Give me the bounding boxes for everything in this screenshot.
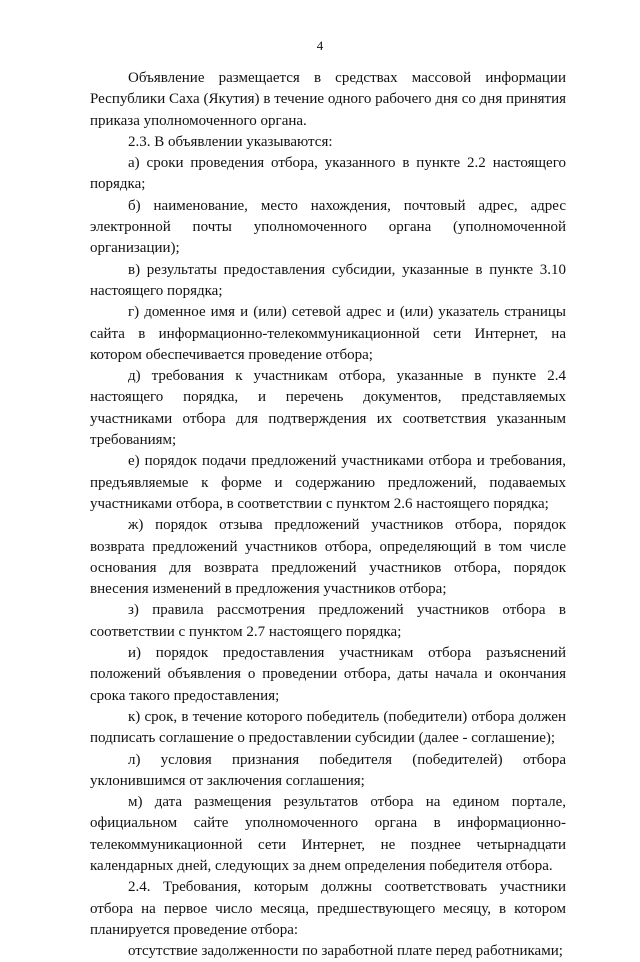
paragraph-item-e: е) порядок подачи предложений участниками отбора и требования, предъявляемые к форме и содержанию предложений, подаваемых участниками отбора, в соответствии с пунктом 2.6 настоящего порядка; [90, 453, 566, 512]
paragraph-2-4-requirements: 2.4. Требования, которым должны соответствовать участники отбора на первое число месяца, предшествующего месяцу, в котором планируется проведение отбора: [90, 879, 566, 938]
paragraph-item-a: а) сроки проведения отбора, указанного в пункте 2.2 настоящего порядка; [90, 155, 566, 193]
paragraph-item-l: л) условия признания победителя (победителей) отбора уклонившимся от заключения соглашения; [90, 751, 566, 789]
paragraph-item-z: з) правила рассмотрения предложений участников отбора в соответствии с пунктом 2.7 настоящего порядка; [90, 602, 566, 640]
paragraph-item-zh: ж) порядок отзыва предложений участников отбора, порядок возврата предложений участников отбора, определяющий в том числе основания для возврата предложений участников отбора, порядок внесения изменений в предложения участников отбора; [90, 517, 566, 598]
paragraph-2-3-heading: 2.3. В объявлении указываются: [128, 133, 333, 150]
paragraph-item-m: м) дата размещения результатов отбора на едином портале, официальном сайте уполномоченного органа в информационно-телекоммуникационной сети Интернет, не позднее четырнадцати календарных дней, следующих за днем определения победителя отбора. [90, 794, 566, 874]
paragraph-item-k: к) срок, в течение которого победитель (победители) отбора должен подписать соглашение о предоставлении субсидии (далее - соглашение); [90, 708, 566, 747]
paragraph-item-d: д) требования к участникам отбора, указанные в пункте 2.4 настоящего порядка, и перечень документов, представляемых участниками отбора для подтверждения их соответствия указанным требованиям; [90, 368, 566, 449]
page-number: 4 [316, 38, 324, 53]
paragraph-item-b: б) наименование, место нахождения, почтовый адрес, адрес электронной почты уполномоченного органа (уполномоченной организации); [90, 197, 566, 257]
paragraph-item-g: г) доменное имя и (или) сетевой адрес и (или) указатель страницы сайта в информационно-телекоммуникационной сети Интернет, на котором обеспечивается проведение отбора; [90, 304, 566, 363]
paragraph-item-i: и) порядок предоставления участникам отбора разъяснений положений объявления о проведении отбора, даты начала и окончания срока такого предоставления; [90, 645, 566, 704]
paragraph-item-v: в) результаты предоставления субсидии, указанные в пункте 3.10 настоящего порядка; [90, 261, 566, 299]
paragraph-announcement-publication: Объявление размещается в средствах массовой информации Республики Саха (Якутия) в течение одного рабочего дня со дня принятия приказа уполномоченного органа. [90, 70, 566, 129]
paragraph-no-wage-debt: отсутствие задолженности по заработной плате перед работниками; [128, 943, 563, 960]
document-body [90, 68, 566, 962]
